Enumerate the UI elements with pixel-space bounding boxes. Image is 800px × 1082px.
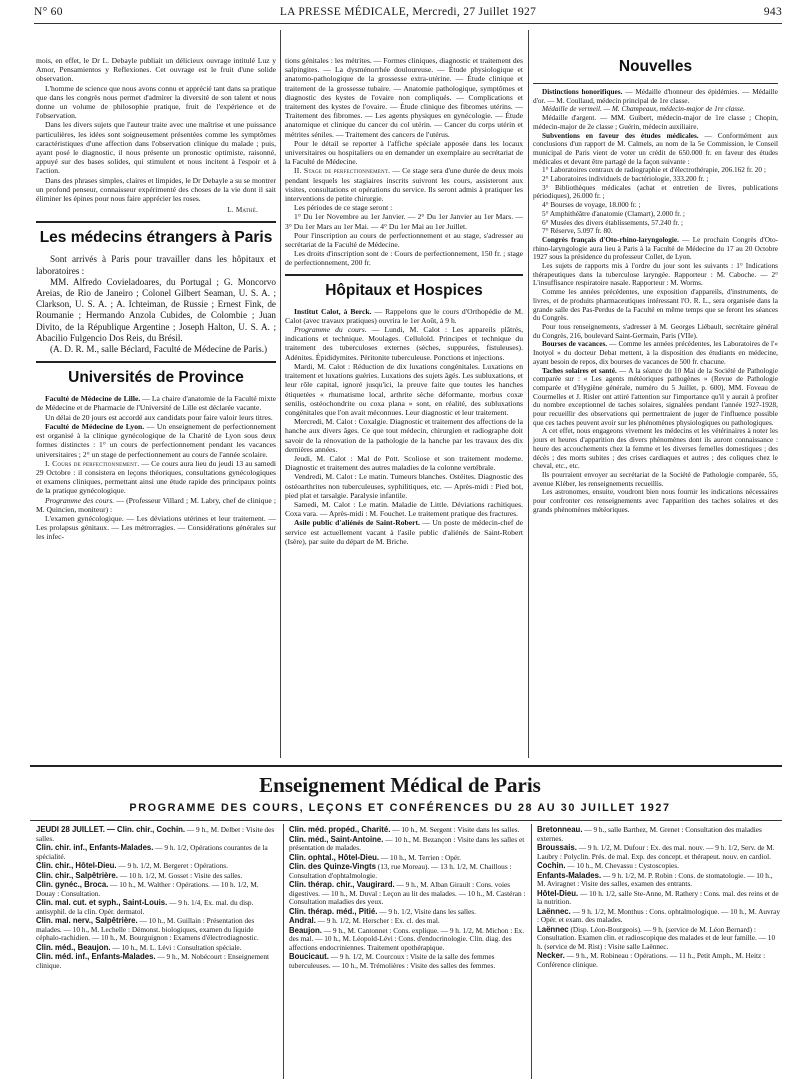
column-divider-1 [280,30,281,758]
orl-contact: Pour tous renseignements, s'adresser à M. Georges Liébault, secrétaire général du Congrès, 216, boulevard Saint-Germain, Paris (VIIe). [533,322,778,340]
asile-heading: Asile public d'aliénés de Saint-Robert. [294,518,420,528]
program-entry: Necker. — 9 h., M. Robineau : Opérations. — 11 h., Petit Amph., M. Heitz : Conférence clinique. [537,951,766,969]
stage-inscription: Pour l'inscription au cours de perfectionnement et au stage, s'adresser au secrétariat de la Faculté de Médecine. [285,230,523,250]
orl-para [533,236,778,262]
foreign-intro: Sont arrivés à Paris pour travailler dans les hôpitaux et laboratoires : [36,254,276,276]
program-entry: Clin. mal. cut. et syph., Saint-Louis. — 9 h. 1/4, Ex. mal. du disp. antisyphil. de la clin. Opér. dermatol. [36,898,254,916]
lyon-heading: Faculté de Médecine de Lyon. [45,421,145,431]
program-entry: Clin. méd., Saint-Antoine. — 10 h., M. Bezançon : Visite dans les salles et présentation de malades. [289,834,525,852]
program-entry: JEUDI 28 JUILLET. — Clin. chir., Cochin. — 9 h., M. Delbet : Visite des salles. [36,825,275,843]
lyon-course-heading: I. Cours de perfectionnement. [45,458,140,468]
lille-text: — La chaire d'anatomie de la Faculté mixte de Médecine et de Pharmacie de l'Université de Lille est déclarée vacante. [36,394,276,413]
program-entry: Clin. mal. nerv., Salpêtrière. — 10 h., M. Guillain : Présentation des malades. — 10 h., M. Lechelle : Démonst. biologiques, examen du liquide céphalo-rachidien. — 10 h., M. Bourguignon : Examens d'électrodiagnostic. [36,916,259,942]
taches-para-4: Les astronomes, ensuite, voudront bien nous fournir les indications nécessaires pour confronter ces renseignements avec l'apparition des taches solaires et des grands phénomènes météoriques. [533,488,778,514]
distinctions-vermeil: Médaille de vermeil. — M. Champeaux, médecin-major de 1re classe. [542,105,745,114]
ens-divider-1 [283,824,284,1079]
distinctions-heading: Distinctions honorifiques. [542,88,623,96]
news-title: Nouvelles [618,58,693,75]
stage-dates: 1° Du 1er Novembre au 1er Janvier. — 2° Du 1er Janvier au 1er Mars. — 3° Du 1er Mars au 1er Mai. — 4° Du 1er Mai au 1er Juillet. [285,212,523,231]
taches-para [533,367,778,428]
lyon-continued: tions génitales : les métrites. — Formes cliniques, diagnostic et traitement des salpingites. — La dysménorrhée douloureuse. — Étude physiologique et anatomo-pathologique de la grossesse extra-utérine. — Étude clinique et traitement de la grossesse tubaire. — Anatomie pathologique, symptômes et diagnostic des kystes de l'ovaire non compliqués. — Complications et traitement des kystes de l'ovaire. — Étude clinique des fibromes utérins. — Traitement des fibromes. — Les agents physiques en gynécologie. — Étude anatomique et clinique du cancer du col utérin. — Cancer du corps utérin et métrites séniles. — Traitement des cancers de l'utérus. [285,56,523,139]
lyon-program-para [36,496,276,514]
program-entry: Clin. méd., Beaujon. — 10 h., M. L. Lévi : Consultation spéciale. [36,942,242,952]
bourses-heading: Bourses de vacances. [542,340,608,349]
program-entry: Clin. des Quinze-Vingts (13, rue Moreau). — 13 h. 1/2, M. Chaillous : Consultation d'ophtalmologie. [289,862,512,880]
lille-heading: Faculté de Médecine de Lille. [45,394,141,404]
distinctions-para [533,88,778,105]
asile-text: — Un poste de médecin-chef de service est actuellement vacant à l'asile public d'aliénés de Saint-Robert (Isère), par suite du départ de M. Briche. [285,518,523,546]
debayle-para-4: Dans des phrases simples, claires et limpides, le Dr Debayle a su se montrer un profond penseur, connaisseur expérimenté des choses de la vie dont il sait éliminer les épines pour nous faire apprécier les roses. [36,175,276,204]
bourses-para [533,340,778,366]
program-entry: Clin. chir., Hôtel-Dieu. — 9 h. 1/2, M. Bergeret : Opérations. [36,861,228,870]
program-entry: Andral. — 9 h. 1/2, M. Herscher : Ex. cl. des mal. [289,916,440,925]
column-3 [533,56,778,514]
stage-text: — Ce stage sera d'une durée de deux mois pendant lesquels les stagiaires inscrits suivront les cours, assisteront aux visites, consultations et opérations du service. Ils seront admis à pratiquer les interventions de petite chirurgie. [285,166,523,204]
foreign-list: MM. Alfredo Covieladoares, du Portugal ; G. Moncorvo Areias, de Rio de Janeiro ; Colonel Gilbert Seaman, U. S. A. ; Clarkson, U. S. A. ; A. Ichteiman, de Russie ; Ernest Fink, de Roumanie ; Hermando Anzola Cubides, de Colombie ; Juan Divito, de la République Argentine ; Joseph Halton, U. S. A. ; Abacilio Fulgencio Dos Reis, du Brésil. [36,276,276,343]
column-divider-2 [528,30,529,758]
program-entry: Clin. thérap. chir., Vaugirard. — 9 h., M. Alban Girault : Cons. voies digestives. — 10 h., M. Duval : Leçon au lit des malades. — 10 h., M. Castéran : Consultation maladies des yeux. [289,880,526,906]
page-header [34,6,782,20]
enseignement-subtitle: PROGRAMME DES COURS, LEÇONS ET CONFÉRENCES DU 28 AU 30 JUILLET 1927 [129,802,671,814]
bourses-text: — Comme les années précédentes, les Laboratoires de l'« Inotyol » du docteur Debat mettent, à la disposition des étudiants en médecine, ayant besoin de repos, dix bourses de vacances de 500 fr. chacune. [533,340,778,366]
section-rule [36,221,276,223]
lille-para [36,394,276,412]
debayle-para-1: mois, en effet, le Dr L. Debayle publiait un délicieux ouvrage intitulé Luz y Amor, Pensamientos y Reflexiones. Cet ouvrage est le fruit d'une solide observation. [36,56,276,84]
column-1 [36,56,276,542]
program-entry: Clin. ophtal., Hôtel-Dieu. — 10 h., M. Terrien : Opér. [289,852,461,862]
section-rule-sub [30,820,782,821]
calot-program-para [285,325,523,362]
asile-para [285,518,523,546]
distinctions-argent: Médaille d'argent. — MM. Guibert, médecin-major de 1re classe ; Chopin, médecin-major de 2e classe ; Guérin, médecin auxiliaire. [533,114,778,131]
program-entry: Broussais. — 9 h. 1/2, M. Dufour : Ex. des mal. nouv. — 9 h. 1/2, Serv. de M. Laubry : Polyclin. Prés. de mal. Exp. des concept. et thérapeut. nouv. en cardiol. [537,843,775,861]
subvention-item: 4° Bourses de voyage, 18.000 fr. ; [542,201,641,210]
stage-fees: Les droits d'inscription sont de : Cours de perfectionnement, 150 fr. ; stage de perfectionnement, 200 fr. [285,249,523,268]
section-rule [533,83,778,84]
taches-heading: Taches solaires et santé. [542,366,617,375]
subventions-heading: Subventions en faveur des études médicales. [542,131,699,140]
lyon-poster-note: Pour le détail se reporter à l'affiche spéciale apposée dans les locaux universitaires ou hospitaliers ou en demander un exemplaire au secrétariat de la Faculté de Médecine. [285,138,523,167]
program-entry: Bretonneau. — 9 h., salle Barthez, M. Grenet : Consultation des maladies externes. [537,825,762,843]
subvention-item: 7° Réserve, 5.097 fr. 80. [542,227,613,236]
program-entry: Boucicaut. — 9 h. 1/2, M. Courcoux : Visite de la salle des femmes tuberculeuses. — 10 h., M. Trémolières : Visite des salles des femmes. [289,952,496,970]
section-rule [36,361,276,363]
lyon-program-heading: Programme des cours. [45,495,115,505]
program-entry: Laënnec. — 9 h. 1/2, M. Monthus : Cons. ophtalmologique. — 10 h., M. Auvray : Opér. et exam. des malades. [537,906,780,924]
orl-exhibition: Comme les années précédentes, une exposition d'appareils, d'instruments, de livres, et de produits pharmaceutiques intéressant l'O. R. L., sera organisée dans la grande salle des Pas-Perdus de la Faculté en même temps que se feront les séances du Congrès. [533,288,778,323]
orl-text: — Le prochain Congrès d'Oto-rhino-laryngologie aura lieu à Paris à la Faculté de Médecine du 17 au 20 Octobre 1927 sous la présidence du professeur Collet, de Lyon. [533,235,778,262]
lyon-text: — Un enseignement de perfectionnement est organisé à la clinique gynécologique de la Charité de Lyon sous deux formes distinctes : 1° un cours de perfectionnement pendant les vacances universitaires ; 2° un stage de perfectionnement au cours de l'année scolaire. [36,421,276,459]
subventions-para [533,132,778,167]
issue-number: N° 60 [34,6,63,18]
program-entry: Clin. méd. inf., Enfants-Malades. — 9 h., M. Nobécourt : Enseignement clinique. [36,952,270,970]
hospitals-title: Hôpitaux et Hospices [325,281,483,299]
subvention-item: 5° Amphithéâtre d'anatomie (Clamart), 2.000 fr. ; [542,209,685,218]
subvention-item: 1° Laboratoires centraux de radiographie et d'électrothérapie, 206.162 fr. 20 ; [542,166,766,175]
orl-heading: Congrès français d'Oto-rhino-laryngologie. [542,235,679,244]
program-column-2 [289,826,527,971]
subvention-item: 2° Laboratoires individuels de bactériologie, 333.200 fr. ; [542,175,709,184]
lyon-program-text: — (Professeur Villard ; M. Labry, chef de clinique ; M. Quincien, moniteur) : [36,495,276,514]
foreign-note: (A. D. R. M., salle Béclard, Faculté de Médecine de Paris.) [50,344,268,355]
program-entry: Clin. chir., Salpêtrière. — 10 h. 1/2, M. Gosset : Visite des salles. [36,870,243,880]
lille-delay: Un délai de 20 jours est accordé aux candidats pour faire valoir leurs titres. [45,412,273,422]
section-rule [285,274,523,276]
calot-text: — Rappelons que le cours d'Orthopédie de M. Calot (avec travaux pratiques) ouvrira le 1er Août, à 9 h. [285,306,523,325]
subventions-text: — Conformément aux conclusions d'un rapport de M. Calmels, au nom de la 5e Commission, le Conseil municipal de Paris vient de voter un crédit de 650.000 fr. en faveur des études médicales et devant être partagé de la façon suivante : [533,131,778,166]
lyon-exam-text: L'examen gynécologique. — Les déviations utérines et leur traitement. — Les prolapsus génitaux. — Les métrorragies. — Considérations générales sur les infec- [36,513,276,542]
program-column-3 [537,826,781,970]
program-entry: Laënnec (Disp. Léon-Bourgeois). — 9 h. (service de M. Léon Bernard) : Consultation. Examen clin. et radioscopique des malades et de leur famille. — 10 h. (service de M. Rist) : Visite salle Laënnec. [537,924,776,951]
universities-title: Universités de Province [68,369,244,387]
stage-periods: Les périodes de ce stage seront : [294,203,393,213]
program-entry: Clin. thérap. méd., Pitié. — 9 h. 1/2, Visite dans les salles. [289,906,476,916]
debayle-para-3: Dans les divers sujets que l'auteur traite avec une maîtrise et une puissance particulières, les idées sont soigneusement présentées comme les symptômes caractéristiques d'une affection dans l'observation clinique du malade ; puis, ayant posé le diagnostic, il nous présente un pronostic optimiste, raisonné, appuyé sur des bases solides, qui stimulent et nous incitent à l'espoir et à l'action. [36,120,276,176]
lyon-para [36,422,276,459]
calot-mercredi: Mercredi, M. Calot : Coxalgie. Diagnostic et traitement des affections de la hanche aux divers âges. Ce que tout médecin, chirurgien et radiographe doit savoir de la rénovation de la pathologie de la hanche par les travaux des dix dernières années. [285,417,523,454]
calot-program-text: — Lundi, M. Calot : Les appareils plâtrés, indications et technique. Moulages. Celluloïd. Principes et technique du traitement des tuberculoses externes (sèches, suppurées, fistuleuses). Adénites. Épididymites. Péritonite tuberculeuse. Ponctions et injections. [285,325,523,362]
column-2 [285,56,523,546]
program-entry: Beaujon. — 9 h., M. Cantonnet : Cons. explique. — 9 h. 1/2, M. Michon : Ex. des mal. — 10 h., M. Léopold-Lévi : Cons. d'endocrinologie. Clin. diag. des affections endocriniennes. Traitement opothérapique. [289,925,525,952]
lyon-course-text: — Ce cours aura lieu du jeudi 13 au samedi 29 Octobre : il consistera en leçons théoriques, consultations gynécologiques et examens cliniques, permettant ainsi une étude rapide des principaux points de la pratique gynécologique. [36,458,276,496]
program-entry: Enfants-Malades. — 9 h. 1/2, M. P. Robin : Cons. de stomatologie. — 10 h., M. Aviragnet : Visite des salles, examen des entrants. [537,870,773,888]
calot-samedi: Samedi, M. Calot : Le matin. Maladie de Little. Déviations rachitiques. Coxa vara. — Après-midi : M. Fouchet. Le traitement pratique des fractures. [285,499,523,519]
calot-vendredi: Vendredi, M. Calot : Le matin. Tumeurs blanches. Ostéites. Diagnostic des ostéoarthrites non tuberculeuses, syphilitiques, etc. — Après-midi : Pied bot, pied plat et tarsalgie. Paralysie infantile. [285,472,523,500]
ens-divider-2 [531,824,532,1079]
program-entry: Clin. chir. inf., Enfants-Malades. — 9 h. 1/2, Opérations courantes de la spécialité. [36,843,268,861]
lyon-course-para [36,459,276,496]
section-rule-top [30,765,782,767]
taches-para-2: A cet effet, nous engageons vivement les médecins et les vétérinaires à noter les jours et heures d'apparition des divers phénomènes dont ils auront connaissance : heure des accouchements chez la femme et les diverses femelles domestiques ; des décès ; des morts subites ; des crises cardiaques et autres ; des coliques chez le cheval, etc., etc. [533,427,778,471]
taches-text: — A la séance du 10 Mai de la Société de Pathologie comparée sur : « Les agents météoriques pathogènes » (Revue de Pathologie comparée et d'Hygiène générale, numéro du 5 Juillet, p. 600), MM. Foveau de Courmelles et J. Risler ont attiré l'attention sur l'importance qu'il y aurait à profiter du nombre exceptionnel de taches solaires, signalées pendant l'année 1927-1928, pour recueillir des observations qui permettraient de juger de l'influence possible que ces taches peuvent avoir sur les phénomènes physiologiques ou pathologiques. [533,366,778,427]
page-number: 943 [763,6,782,18]
stage-heading: II. Stage de perfectionnement. [294,166,391,176]
signature: L. Mathé. [227,206,258,215]
enseignement-title: Enseignement Médical de Paris [259,773,541,797]
calot-program-heading: Programme du cours. [294,325,367,335]
calot-mardi: Mardi, M. Calot : Réduction de dix luxations congénitales. Luxations en traitement et luxations guéries. Luxations des sujets âgés. Les subluxations, et leur rôle capital, ignoré jusqu'ici, la preuve faite que toutes les hanches étiquetées « rhumatisme local, arthrite sèche déformante, morbus coxæ senilis, ostéochondrite ou coxa plana » sont, en réalité, des subluxations congénitales que l'on avait méconnues. Leur diagnostic et leur traitement. [285,361,523,417]
orl-subjects: Les sujets de rapports mis à l'ordre du jour sont les suivants : 1° Indications thérapeutiques dans la tuberculose laryngée. Rapporteur : M. Caboche. — 2° L'insuffisance respiratoire nasale. Rapporteur : M. Worms. [533,262,778,288]
header-rule [34,23,782,24]
foreign-doctors-title: Les médecins étrangers à Paris [39,229,273,247]
taches-para-3: Ils pourraient envoyer au secrétariat de la Société de Pathologie comparée, 55, avenue Kléber, les renseignements recueillis. [533,470,778,488]
journal-title: LA PRESSE MÉDICALE, Mercredi, 27 Juillet 1927 [279,6,537,18]
program-column-1 [36,826,278,971]
program-entry: Cochin. — 10 h., M. Chevassu : Cystoscopies. [537,861,679,870]
calot-heading: Institut Calot, à Berck. [294,306,372,316]
calot-jeudi: Jeudi, M. Calot : Mal de Pott. Scoliose et son traitement moderne. Diagnostic et traitement des autres maladies de la colonne vertébrale. [285,453,523,473]
debayle-para-2: L'homme de science que nous avons connu et apprécié tant dans sa pratique que dans les congrès nous permet d'admirer la diversité de son talent et nous donne un volume de philosophie pratique, fruit de l'expérience et de l'observation. [36,83,276,121]
program-entry: Clin. méd. propéd., Charité. — 10 h., M. Sergent : Visite dans les salles. [289,825,520,834]
program-entry: Clin. gynéc., Broca. — 10 h., M. Walther : Opérations. — 10 h. 1/2, M. Douay : Consultation. [36,880,259,898]
subvention-item: 3° Bibliothèques médicales (achat et entretien de livres, publications périodiques), 26.000 fr. ; [533,183,778,201]
program-entry: Hôtel-Dieu. — 10 h. 1/2, salle Ste-Anne, M. Rathery : Cons. mal. des reins et de la nutrition. [537,888,779,906]
stage-para [285,166,523,203]
distinctions-text: — Médaille d'honneur des épidémies. — Médaille d'or. — M. Coullaud, médecin principal de 1re classe. [533,88,778,105]
subvention-item: 6° Musées des divers établissements, 57.240 fr. ; [542,218,684,227]
calot-para [285,307,523,325]
